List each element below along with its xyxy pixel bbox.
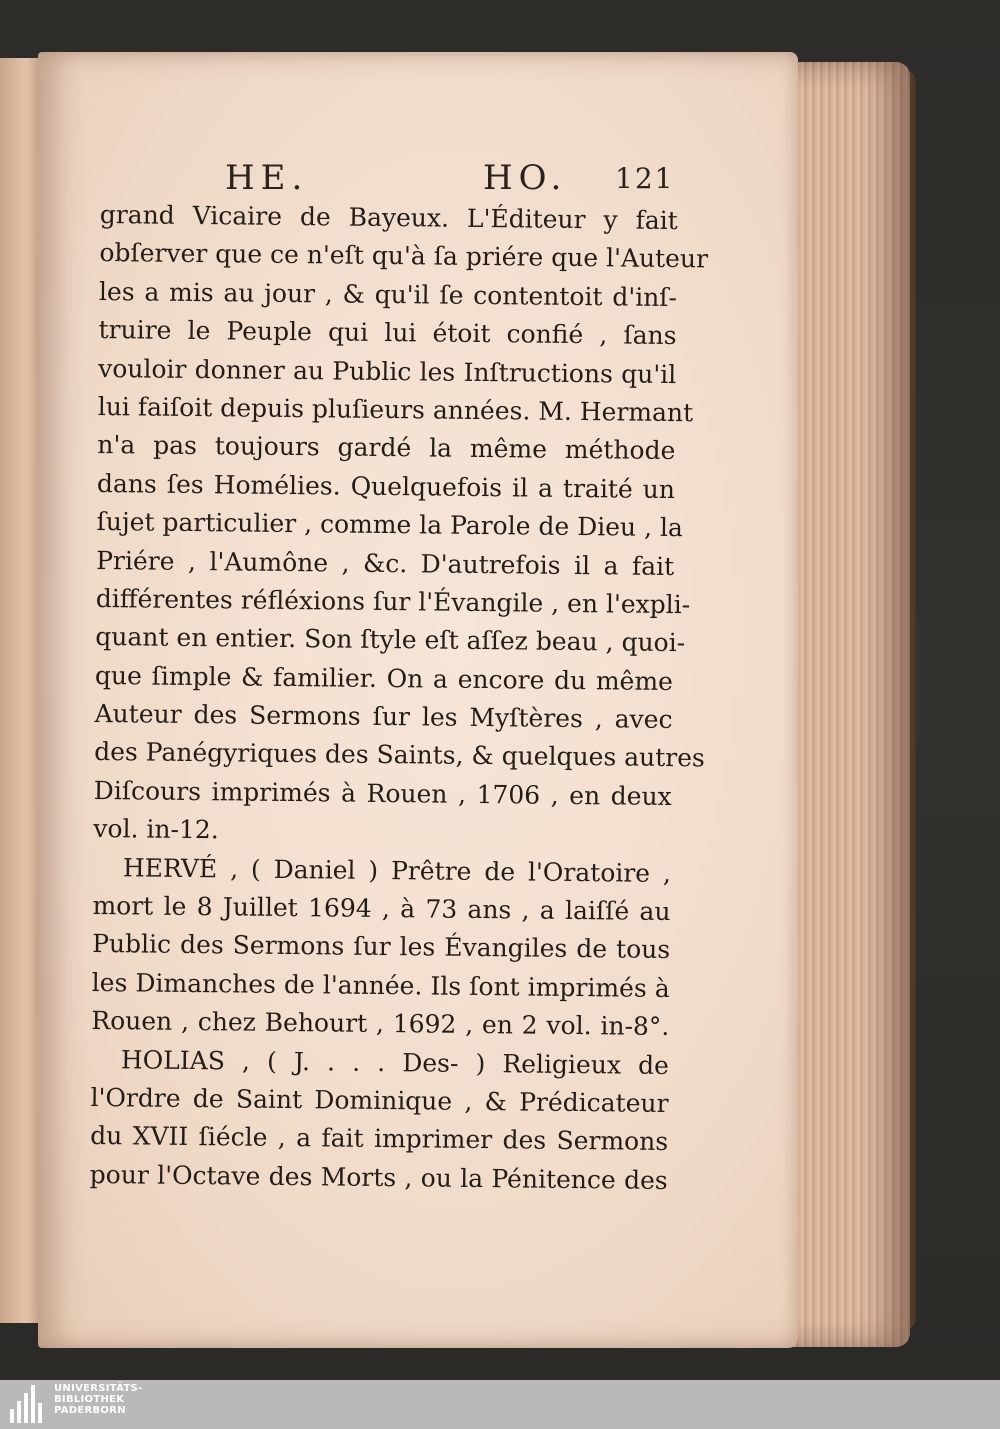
footer-bar [0,1380,1000,1429]
text-line: différentes réfléxions ſur l'Évangile , en l'expli- [95,583,691,620]
text-line: Auteur des Sermons ſur les Myſtères , avec [94,699,673,735]
text-line: Diſcours imprimés à Rouen , 1706 , en deux [93,775,672,811]
text-line: Priére , l'Aumône , &c. D'autrefois il a fait [96,545,675,581]
text-line: n'a pas toujours gardé la même méthode [97,430,676,466]
text-line: Rouen , chez Behourt , 1692 , en 2 vol. in-8°. [91,1006,670,1042]
running-head [225,158,695,198]
text-line: grand Vicaire de Bayeux. L'Éditeur y fait [99,199,678,236]
text-line: les Dimanches de l'année. Ils ſont imprimés à [91,967,670,1003]
text-line: Public des Sermons ſur les Évangiles de tous [92,929,671,965]
library-logo-icon [8,1383,44,1425]
page-number: 121 [615,162,675,195]
text-line: des Panégyriques des Saints, & quelques autres [94,737,705,773]
text-line: vol. in-12. [93,814,219,845]
entry-holias-heading: HOLIAS , ( J. . . . Des- ) Religieux de [120,1044,670,1080]
entry-herve-heading: HERVÉ , ( Daniel ) Prêtre de l'Oratoire , [122,852,672,888]
text-line: ſujet particulier , comme la Parole de Dieu , la [96,507,684,543]
running-head-left: HE. [225,158,309,198]
text-line: vouloir donner au Public les Inſtructions qu'il [98,353,677,389]
text-line: pour l'Octave des Morts , ou la Pénitence des [89,1159,668,1195]
running-head-center: HO. [483,158,568,198]
text-line: dans ſes Homélies. Quelquefois il a traité un [96,468,676,504]
text-line: quant en entier. Son ſtyle eſt aſſez beau , quoi- [95,622,686,658]
library-name-line: UNIVERSITÄTS- [54,1383,143,1394]
text-line: lui faiſoit depuis pluſieurs années. M. Hermant [97,391,694,428]
text-line: mort le 8 Juillet 1694 , à 73 ans , a laiſſé au [92,890,671,927]
text-line: du XVII ſiécle , a fait imprimer des Sermons [90,1121,669,1157]
text-line: obſerver que ce n'eſt qu'à ſa priére que l'Auteur [99,238,709,274]
library-name [54,1383,143,1416]
text-line: que ſimple & familier. On a encore du même [94,660,674,696]
library-name-line: PADERBORN [54,1405,126,1416]
page-text [89,196,709,1200]
library-name-line: BIBLIOTHEK [54,1394,125,1405]
text-line: les a mis au jour , & qu'il ſe contentoit d'inſ- [98,276,678,312]
text-line: truire le Peuple qui lui étoit confié , ſans [98,315,677,351]
text-line: l'Ordre de Saint Dominique , & Prédicateur [90,1082,669,1118]
